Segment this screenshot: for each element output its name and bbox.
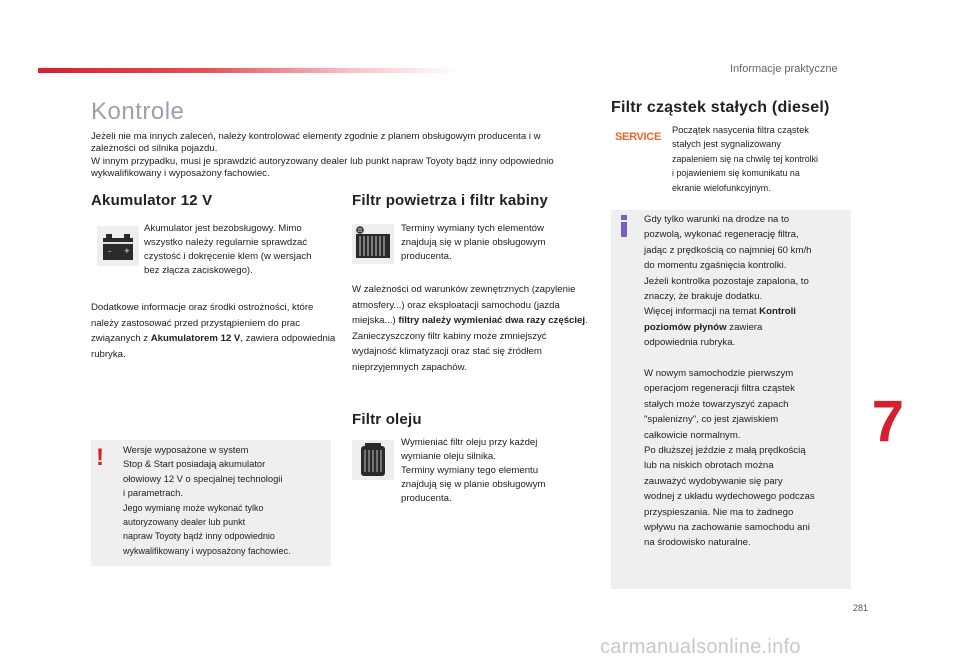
particle-info-text-1	[644, 212, 849, 351]
warning-line: i parametrach.	[123, 487, 183, 499]
oil-filter-line: producenta.	[401, 493, 452, 504]
info-line: Po dłuższej jeździe z małą prędkością	[644, 445, 806, 457]
info-line: pozwolą, wykonać regenerację filtra,	[644, 229, 799, 241]
battery-more-before: Dodatkowe informacje oraz środki ostrożności, które należy zastosować przed przystąpieniem do prac związanych z	[91, 302, 314, 344]
air-filter-icon	[352, 224, 394, 264]
warning-line: Stop & Start posiadają akumulator	[123, 458, 266, 470]
page-number: 281	[852, 603, 868, 613]
info-line: wodnej z układu wydechowego podczas	[644, 491, 815, 503]
battery-more-info	[91, 300, 341, 362]
warning-line: wykwalifikowany i wyposażony fachowiec.	[123, 545, 291, 556]
info-line: Gdy tylko warunki na drodze na to	[644, 214, 790, 225]
oil-filter-heading: Filtr oleju	[352, 411, 422, 428]
info-line: odpowiednia rubryka.	[644, 337, 736, 349]
warning-line: Wersje wyposażone w system	[123, 444, 249, 455]
info-line: przyspieszania. Nie ma to żadnego	[644, 506, 794, 518]
service-line: i pojawieniem się komunikatu na	[672, 168, 800, 179]
warning-line: autoryzowany dealer lub punkt	[123, 517, 246, 528]
svg-text:+: +	[124, 247, 130, 255]
air-filter-heading: Filtr powietrza i filtr kabiny	[352, 192, 549, 209]
battery-more-bold: Akumulatorem 12 V	[150, 333, 241, 344]
service-line: ekranie wielofunkcyjnym.	[672, 182, 771, 193]
oil-filter-line: wymianie oleju silnika.	[401, 451, 496, 462]
svg-text:–: –	[108, 247, 112, 255]
battery-icon	[97, 226, 139, 266]
page-title: Kontrole	[91, 98, 185, 125]
info-line: "spalenizny", co jest zjawiskiem	[644, 414, 779, 426]
battery-heading: Akumulator 12 V	[91, 192, 213, 209]
service-warning-icon	[614, 125, 662, 149]
air-filter-body-bold: filtry należy wymieniać dwa razy częściej	[398, 315, 586, 327]
warning-icon: !	[96, 444, 104, 471]
section-header-title: Informacje praktyczne	[730, 63, 838, 75]
oil-filter-line: znajdują się w planie obsługowym	[401, 479, 546, 490]
info-line: W nowym samochodzie pierwszym	[644, 368, 794, 379]
oil-filter-icon	[352, 440, 394, 480]
info-line: zauważyć wydobywanie się pary	[644, 475, 783, 487]
info-line: znaczy, że brakuje dodatku.	[644, 291, 763, 303]
battery-warning-text	[123, 443, 328, 558]
service-line: zapaleniem się na chwilę tej kontrolki	[672, 153, 819, 164]
header-accent-bar	[38, 68, 458, 73]
air-filter-body-2: Zanieczyszczony filtr kabiny może zmniejszyć wydajność klimatyzacji oraz stać się źródłem nieprzyjemnych zapachów.	[352, 330, 547, 373]
intro-paragraph-1: Jeżeli nie ma innych zaleceń, należy kontrolować elementy zgodnie z planem obsługowym producenta i w zależności od silnika pojazdu.	[91, 131, 541, 155]
oil-filter-line: Terminy wymiany tego elementu	[401, 465, 539, 476]
info-line	[644, 320, 849, 335]
air-filter-body-before: W zależności od warunków zewnętrznych (zapylenie atmosfery...) oraz eksploatacji samochodu (jazda miejska...)	[352, 284, 576, 327]
info-icon	[617, 215, 631, 237]
air-filter-icon-text: Terminy wymiany tych elementów znajdują się w planie obsługowym producenta.	[401, 223, 546, 262]
oil-filter-line: Wymieniać filtr oleju przy każdej	[401, 437, 538, 448]
warning-line: napraw Toyoty bądź inny odpowiednio	[123, 531, 275, 542]
battery-icon-text: Akumulator jest bezobsługowy. Mimo wszystko należy regularnie sprawdzać czystość i dokręcenie klem (w wersjach bez złącza zaciskowego).	[144, 223, 312, 276]
service-line: stałych jest sygnalizowany	[672, 139, 782, 150]
chapter-number: 7	[871, 389, 904, 454]
info-line	[644, 304, 849, 319]
info-after: zawiera	[726, 321, 763, 333]
service-warning-label: SERVICE	[615, 131, 661, 143]
info-line: wpływu na zachowanie samochodu ani	[644, 522, 810, 534]
info-line: do momentu zgaśnięcia kontrolki.	[644, 260, 787, 272]
warning-line: Jego wymianę może wykonać tylko	[123, 502, 264, 513]
service-line: Początek nasycenia filtra cząstek	[672, 125, 809, 135]
battery-more-after: , zawiera odpowiednia rubryka.	[91, 333, 336, 360]
info-line: na środowisko naturalne.	[644, 537, 751, 549]
watermark: carmanualsonline.info	[600, 636, 801, 658]
air-filter-body-after: .	[585, 315, 588, 327]
particle-info-text-2	[644, 366, 849, 551]
air-filter-body	[352, 282, 588, 376]
info-line: jadąc z prędkością co najmniej 60 km/h	[644, 244, 812, 256]
intro-text	[91, 131, 561, 181]
info-line: stałych może towarzyszyć zapach	[644, 398, 789, 410]
particle-filter-heading: Filtr cząstek stałych (diesel)	[611, 99, 830, 116]
service-text	[672, 123, 857, 195]
oil-filter-text	[401, 436, 586, 506]
warning-line: ołowiowy 12 V o specjalnej technologii	[123, 472, 283, 484]
intro-paragraph-2: W innym przypadku, musi je sprawdzić autoryzowany dealer lub punkt napraw Toyoty bądź inny odpowiednio wykwalifikowany i wyposażony fachowiec.	[91, 155, 554, 180]
info-bold-1: Kontroli	[759, 306, 796, 318]
info-more-prefix: Więcej informacji na temat	[644, 306, 757, 318]
info-bold-2: poziomów płynów	[644, 321, 727, 333]
info-line: Jeżeli kontrolka pozostaje zapalona, to	[644, 275, 809, 287]
info-line: lub na niskich obrotach można	[644, 460, 774, 472]
info-line: całkowicie normalnym.	[644, 429, 741, 441]
info-line: operacjom regeneracji filtra cząstek	[644, 383, 795, 395]
